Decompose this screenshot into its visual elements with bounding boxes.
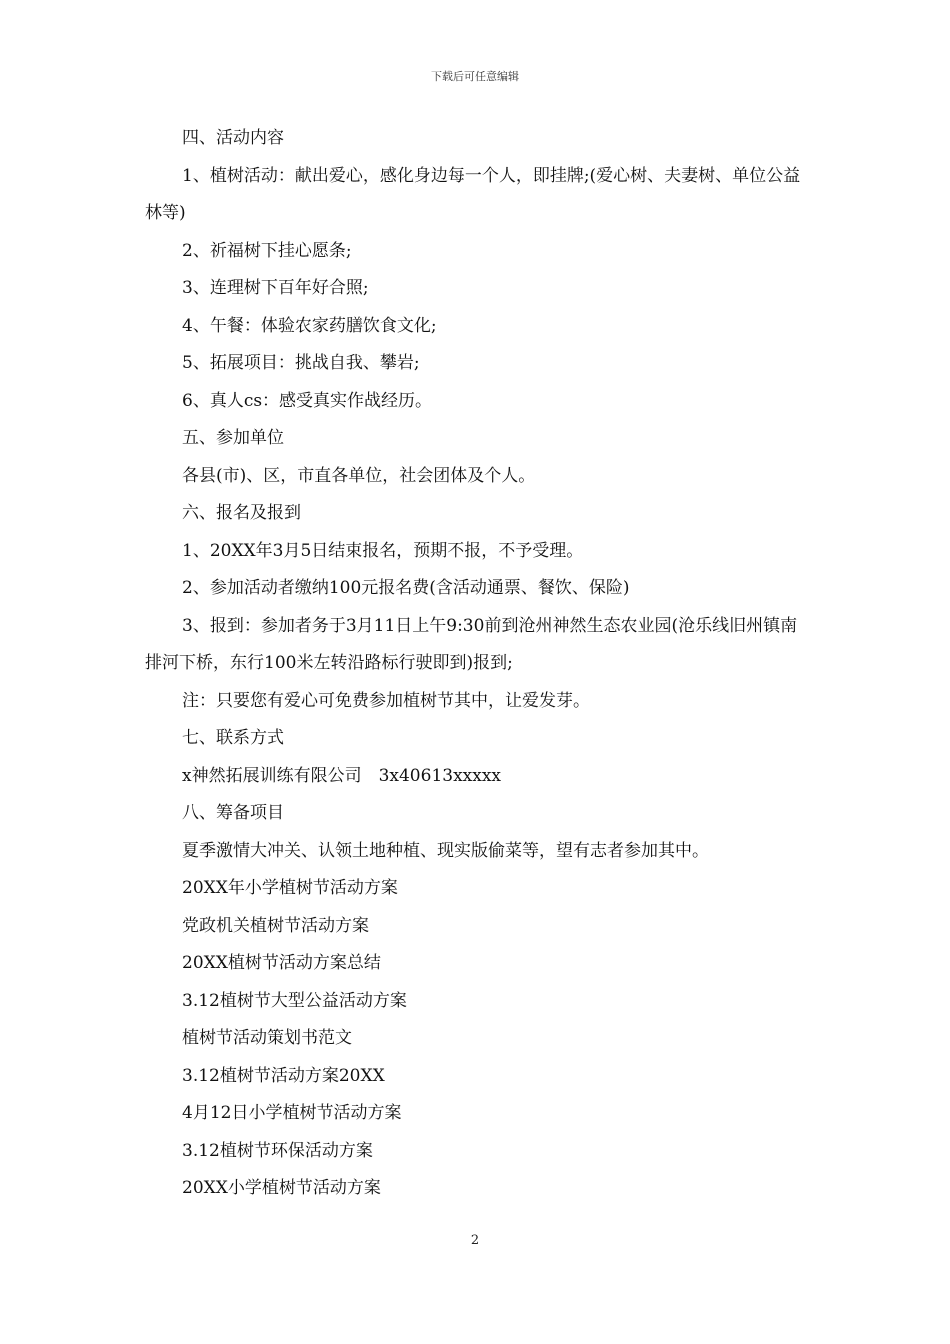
content-item-4: 4、午餐：体验农家药膳饮食文化;	[182, 315, 437, 336]
content-item-5: 5、拓展项目：挑战自我、攀岩;	[182, 353, 420, 373]
registration-note: 注：只要您有爱心可免费参加植树节其中，让爱发芽。	[182, 690, 590, 711]
participants-text: 各县(市)、区，市直各单位，社会团体及个人。	[182, 465, 536, 486]
section-heading-contact: 七、联系方式	[182, 728, 284, 748]
section-heading-preparation: 八、筹备项目	[182, 803, 284, 823]
content-item-2: 2、祈福树下挂心愿条;	[182, 240, 352, 261]
registration-item-1: 1、20XX年3月5日结束报名，预期不报，不予受理。	[182, 540, 584, 561]
related-link-1: 20XX年小学植树节活动方案	[182, 878, 398, 898]
related-link-8: 3.12植树节环保活动方案	[182, 1140, 373, 1161]
section-heading-content: 四、活动内容	[182, 128, 284, 148]
registration-item-3: 3、报到：参加者务于3月11日上午9:30前到沧州神然生态农业园(沧乐线旧州镇南排河下桥，东行100米左转沿路标行驶即到)报到;	[145, 615, 798, 673]
related-link-2: 党政机关植树节活动方案	[182, 915, 369, 936]
content-item-6: 6、真人cs：感受真实作战经历。	[182, 390, 433, 411]
related-link-7: 4月12日小学植树节活动方案	[182, 1103, 402, 1123]
related-link-4: 3.12植树节大型公益活动方案	[182, 990, 407, 1011]
related-link-9: 20XX小学植树节活动方案	[182, 1178, 381, 1198]
preparation-text: 夏季激情大冲关、认领土地种植、现实版偷菜等，望有志者参加其中。	[182, 840, 709, 861]
page-header: 下载后可任意编辑	[431, 70, 519, 83]
section-heading-participants: 五、参加单位	[182, 428, 284, 448]
registration-item-2: 2、参加活动者缴纳100元报名费(含活动通票、餐饮、保险)	[182, 578, 630, 598]
related-link-3: 20XX植树节活动方案总结	[182, 953, 381, 973]
content-item-1: 1、植树活动：献出爱心，感化身边每一个人，即挂牌;(爱心树、夫妻树、单位公益林等)	[145, 165, 801, 223]
related-link-6: 3.12植树节活动方案20XX	[182, 1065, 385, 1086]
section-heading-registration: 六、报名及报到	[182, 503, 301, 523]
content-item-3: 3、连理树下百年好合照;	[182, 278, 369, 298]
document-body	[145, 120, 810, 1208]
page-number: 2	[470, 1233, 480, 1248]
related-link-5: 植树节活动策划书范文	[182, 1028, 352, 1048]
contact-info: x神然拓展训练有限公司 3x40613xxxxx	[182, 765, 502, 786]
